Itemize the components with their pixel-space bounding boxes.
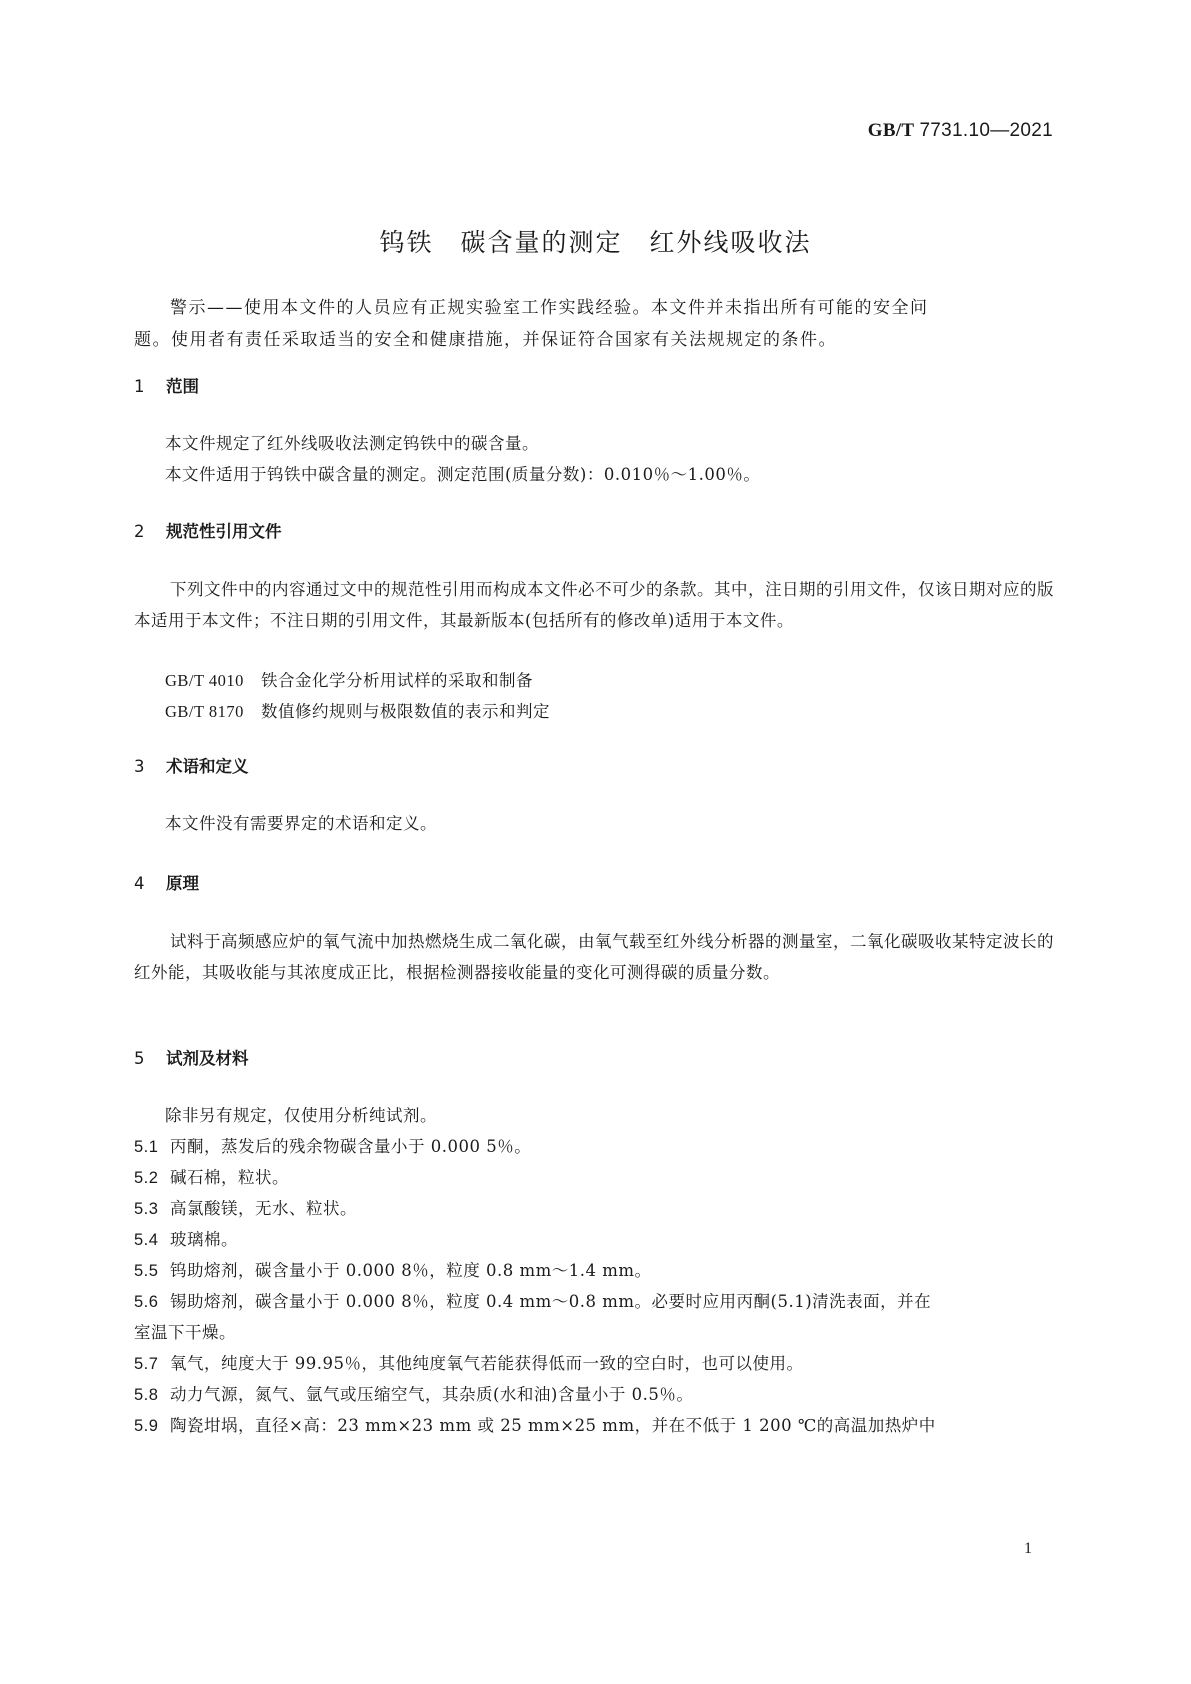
section-title: 范围 xyxy=(166,377,199,396)
section-number: 4 xyxy=(134,874,145,893)
section-2-paragraph: 下列文件中的内容通过文中的规范性引用而构成本文件必不可少的条款。其中，注日期的引用文件，仅该日期对应的版本适用于本文件；不注日期的引用文件，其最新版本(包括所有的修改单)适用于本文件。 xyxy=(134,580,1054,630)
list-item-5-5 xyxy=(134,1257,652,1281)
reference-code: GB/T 4010 xyxy=(165,671,244,690)
section-heading-3 xyxy=(134,753,249,777)
reference-title: 铁合金化学分析用试样的采取和制备 xyxy=(261,671,533,690)
item-text: 碱石棉，粒状。 xyxy=(170,1168,289,1187)
item-number: 5.5 xyxy=(134,1262,159,1280)
item-number: 5.4 xyxy=(134,1231,159,1249)
item-number: 5.1 xyxy=(134,1138,159,1156)
item-number: 5.6 xyxy=(134,1293,159,1311)
warning-line-2: 题。使用者有责任采取适当的安全和健康措施，并保证符合国家有关法规规定的条件。 xyxy=(134,330,837,350)
section-heading-5 xyxy=(134,1045,249,1069)
item-text: 动力气源，氮气、氩气或压缩空气，其杂质(水和油)含量小于 0.5％。 xyxy=(170,1385,694,1404)
item-number: 5.3 xyxy=(134,1200,159,1218)
item-number: 5.2 xyxy=(134,1169,159,1187)
standard-prefix: GB/T xyxy=(867,120,915,141)
section-1-paragraph-1: 本文件规定了红外线吸收法测定钨铁中的碳含量。 xyxy=(165,434,539,453)
item-number: 5.8 xyxy=(134,1386,159,1404)
warning-notice xyxy=(134,292,1064,356)
section-number: 2 xyxy=(134,522,145,541)
item-text: 玻璃棉。 xyxy=(170,1230,238,1249)
item-text: 陶瓷坩埚，直径×高：23 mm×23 mm 或 25 mm×25 mm，并在不低于 1 200 ℃的高温加热炉中 xyxy=(170,1416,936,1435)
list-item-5-2 xyxy=(134,1164,289,1188)
section-title: 原理 xyxy=(166,874,199,893)
item-text: 高氯酸镁，无水、粒状。 xyxy=(170,1199,357,1218)
section-number: 1 xyxy=(134,377,145,396)
section-title: 术语和定义 xyxy=(166,757,249,776)
section-1-paragraph-2: 本文件适用于钨铁中碳含量的测定。测定范围(质量分数)：0.010％～1.00％。 xyxy=(165,465,761,484)
section-title: 试剂及材料 xyxy=(166,1049,249,1068)
list-item-5-7 xyxy=(134,1350,803,1374)
reference-title: 数值修约规则与极限数值的表示和判定 xyxy=(261,702,550,721)
page-number: 1 xyxy=(1024,1540,1032,1557)
section-title: 规范性引用文件 xyxy=(166,522,282,541)
section-5-intro: 除非另有规定，仅使用分析纯试剂。 xyxy=(165,1106,437,1125)
standard-number: 7731.10—2021 xyxy=(919,120,1053,141)
reference-code: GB/T 8170 xyxy=(165,702,244,721)
section-number: 3 xyxy=(134,757,145,776)
item-text: 钨助熔剂，碳含量小于 0.000 8％，粒度 0.8 mm～1.4 mm。 xyxy=(170,1261,652,1280)
section-4-paragraph: 试料于高频感应炉的氧气流中加热燃烧生成二氧化碳，由氧气载至红外线分析器的测量室，二氧化碳吸收某特定波长的红外能，其吸收能与其浓度成正比，根据检测器接收能量的变化可测得碳的质量分数。 xyxy=(134,932,1054,982)
list-item-5-6-continuation: 室温下干燥。 xyxy=(134,1323,236,1342)
reference-item xyxy=(165,698,550,722)
section-heading-4 xyxy=(134,870,199,894)
warning-line-1: 警示——使用本文件的人员应有正规实验室工作实践经验。本文件并未指出所有可能的安全问 xyxy=(170,298,929,318)
item-text: 锡助熔剂，碳含量小于 0.000 8％，粒度 0.4 mm～0.8 mm。必要时应用丙酮(5.1)清洗表面，并在 xyxy=(170,1292,932,1311)
section-heading-1 xyxy=(134,373,199,397)
standard-code xyxy=(868,120,1053,142)
item-text: 氧气，纯度大于 99.95％，其他纯度氧气若能获得低而一致的空白时，也可以使用。 xyxy=(170,1354,804,1373)
section-heading-2 xyxy=(134,518,282,542)
section-number: 5 xyxy=(134,1049,145,1068)
document-title: 钨铁 碳含量的测定 红外线吸收法 xyxy=(379,228,812,257)
list-item-5-6 xyxy=(134,1288,931,1312)
list-item-5-1 xyxy=(134,1133,531,1157)
list-item-5-4 xyxy=(134,1226,238,1250)
list-item-5-3 xyxy=(134,1195,357,1219)
list-item-5-8 xyxy=(134,1381,693,1405)
reference-item xyxy=(165,667,533,691)
section-3-paragraph: 本文件没有需要界定的术语和定义。 xyxy=(165,814,437,833)
item-number: 5.9 xyxy=(134,1417,159,1435)
item-text: 丙酮，蒸发后的残余物碳含量小于 0.000 5％。 xyxy=(170,1137,532,1156)
item-number: 5.7 xyxy=(134,1355,159,1373)
list-item-5-9 xyxy=(134,1412,936,1436)
